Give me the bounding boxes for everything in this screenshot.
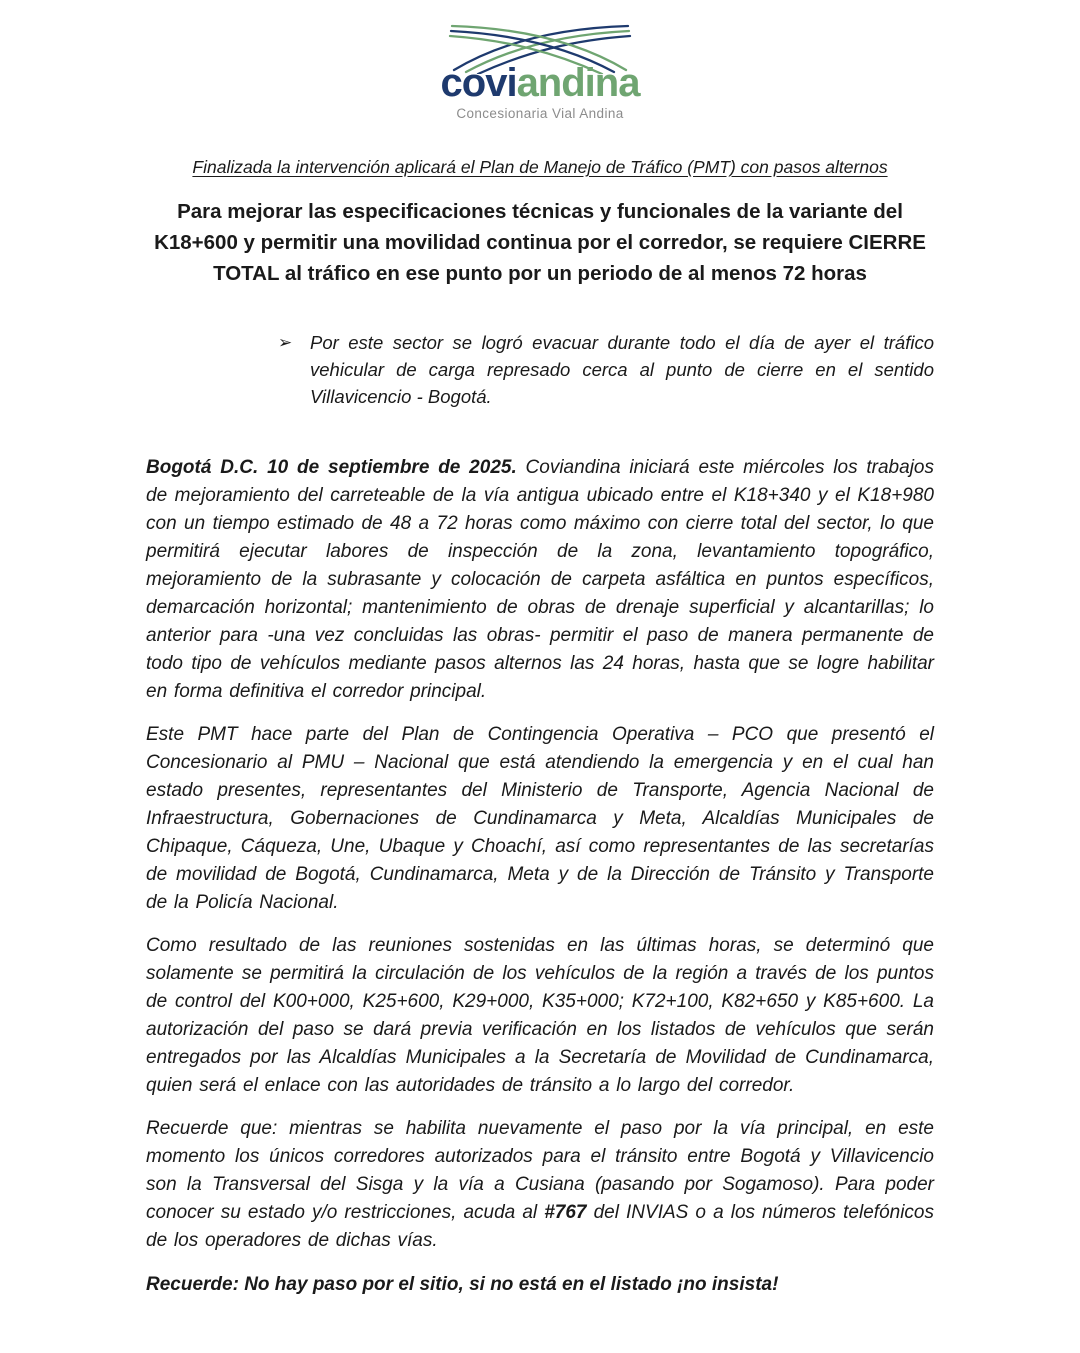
para-recuerde-before: Recuerde que: mientras se habilita nuevamente el paso por la vía principal, en este momento los únicos corredores autorizados para el tránsito entre Bogotá y Villavicencio son la Transversal del Sisga y la vía a Cusiana (pasando por Sogamoso). Para poder conocer su estado y/o restricciones, acuda al [146,1118,934,1223]
logo-wordmark-andina: andina [516,61,640,105]
headline-line-3: TOTAL al tráfico en ese punto por un periodo de al menos 72 horas [213,262,867,285]
document-body [0,157,1080,1299]
para-recuerde-que [146,1115,934,1255]
closing-note: Recuerde: No hay paso por el sitio, si no está en el listado ¡no insista! [146,1274,779,1295]
para-pmt-pco: Este PMT hace parte del Plan de Contingencia Operativa – PCO que presentó el Concesionario al PMU – Nacional que está atendiendo la emergencia y en el cual han estado presentes, representantes del Ministerio de Transporte, Agencia Nacional de Infraestructura, Gobernaciones de Cundinamarca y Meta, Alcaldías Municipales de Chipaque, Cáqueza, Une, Ubaque y Choachí, así como representantes de las secretarías de movilidad de Bogotá, Cundinamarca, Meta y de la Dirección de Tránsito y Transporte de la Policía Nacional. [146,724,934,913]
para-bogota-text: Coviandina iniciará este miércoles los trabajos de mejoramiento del carreteable de la vía antigua ubicado entre el K18+340 y el K18+980 con un tiempo estimado de 48 a 72 horas como máximo con cierre total del sector, lo que permitirá ejecutar labores de inspección de la zona, levantamiento topográfico, mejoramiento de la subrasante y colocación de carpeta asfáltica en puntos específicos, demarcación horizontal; mantenimiento de obras de drenaje superficial y alcantarillas; lo anterior para -una vez concluidas las obras- permitir el paso de manera permanente de todo tipo de vehículos mediante pasos alternos las 24 horas, hasta que se logre habilitar en forma definitiva el corredor principal. [146,457,934,702]
headline-line-1: Para mejorar las especificaciones técnicas y funcionales de la variante del [177,200,903,223]
bullet-item [278,329,934,410]
phone-767-bold: #767 [544,1202,587,1223]
document-subtitle-text: Finalizada la intervención aplicará el Plan de Manejo de Tráfico (PMT) con pasos alternos [192,157,888,177]
para-bogota-dateline [146,454,934,706]
bullet-text: Por este sector se logró evacuar durante todo el día de ayer el tráfico vehicular de carga represado cerca al punto de cierre en el sentido Villavicencio - Bogotá. [310,332,934,407]
arrow-bullet-icon: ➢ [278,333,293,352]
logo-tagline: Concesionaria Vial Andina [456,106,624,121]
headline-line-2: K18+600 y permitir una movilidad continua por el corredor, se requiere CIERRE [154,231,926,254]
para-control-points: Como resultado de las reuniones sostenidas en las últimas horas, se determinó que solamente se permitirá la circulación de los vehículos de la región a través de los puntos de control del K00+000, K25+600, K29+000, K35+000; K72+100, K82+650 y K85+600. La autorización del paso se dará previa verificación en los listados de vehículos que serán entregados por las Alcaldías Municipales a la Secretaría de Movilidad de Cundinamarca, quien será el enlace con las autoridades de tránsito a lo largo del corredor. [146,935,934,1096]
logo-wordmark [0,62,1080,104]
coviandina-logo [0,0,1080,121]
logo-wordmark-covi: covi [440,61,517,105]
dateline-bold: Bogotá D.C. 10 de septiembre de 2025. [146,457,517,478]
document-headline [146,196,934,289]
document-subtitle [146,157,934,178]
para-recuerde-after: del INVIAS o a los números telefónicos de los operadores de dichas vías. [146,1202,934,1251]
